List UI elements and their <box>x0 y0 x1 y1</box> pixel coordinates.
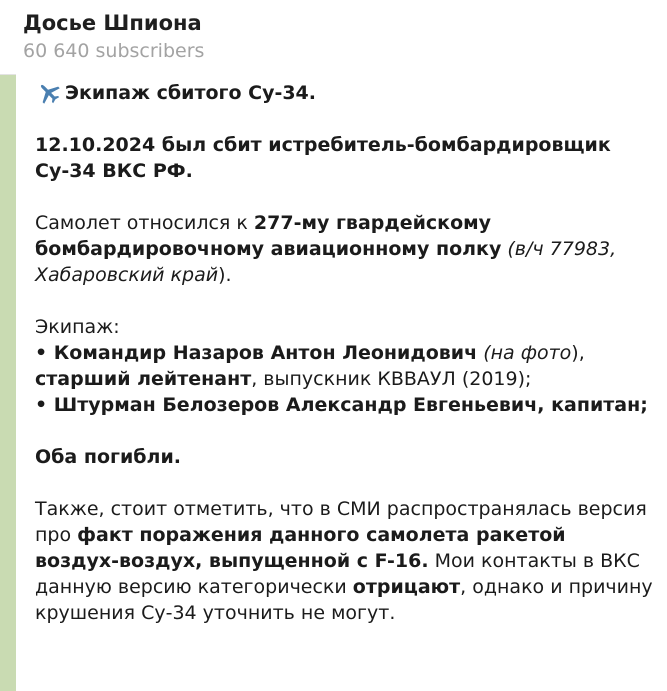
unit-name: 277-му гвардейскому бомбардировочному авиационному полку <box>35 212 502 260</box>
unit-location: (в/ч 77983, Хабаровский край <box>35 238 617 286</box>
crew-label: Экипаж: <box>35 316 120 338</box>
version-intro: Также, стоит отметить, что в СМИ распространялась версия про <box>35 498 647 546</box>
version-paragraph <box>35 496 655 626</box>
version-mid: Мои контакты в ВКС данную версию категорически <box>35 550 640 598</box>
both-died-line: Оба погибли. <box>35 446 181 468</box>
version-claim: факт поражения данного самолета ракетой воздух-воздух, выпущенной с F-16. <box>35 524 566 572</box>
unit-paragraph <box>35 210 655 288</box>
version-end: , однако и причину крушения Су-34 уточнить не могут. <box>35 576 653 624</box>
unit-intro: Самолет относился к <box>35 212 254 234</box>
message-title: Экипаж сбитого Су-34. <box>65 82 316 104</box>
commander-photo-note: (на фото <box>483 342 572 364</box>
message-bubble[interactable] <box>16 74 667 691</box>
commander-line <box>35 340 655 392</box>
commander-rank: старший лейтенант <box>35 368 252 390</box>
commander-name: • Командир Назаров Антон Леонидович <box>35 342 478 364</box>
unit-end: ). <box>218 264 232 286</box>
channel-header[interactable] <box>0 0 667 75</box>
date-line: 12.10.2024 был сбит истребитель-бомбардировщик Су-34 ВКС РФ. <box>35 134 611 182</box>
message-text <box>35 80 655 626</box>
navigator-line: • Штурман Белозеров Александр Евгеньевич, капитан; <box>35 394 648 416</box>
airplane-icon <box>35 80 63 106</box>
message-title-line <box>35 80 655 106</box>
commander-rest: , выпускник КВВАУЛ (2019); <box>251 368 532 390</box>
subscriber-count: 60 640 subscribers <box>23 40 205 62</box>
channel-title[interactable]: Досье Шпиона <box>23 11 202 35</box>
commander-comma: ), <box>571 342 585 364</box>
version-deny: отрицают <box>352 576 461 598</box>
